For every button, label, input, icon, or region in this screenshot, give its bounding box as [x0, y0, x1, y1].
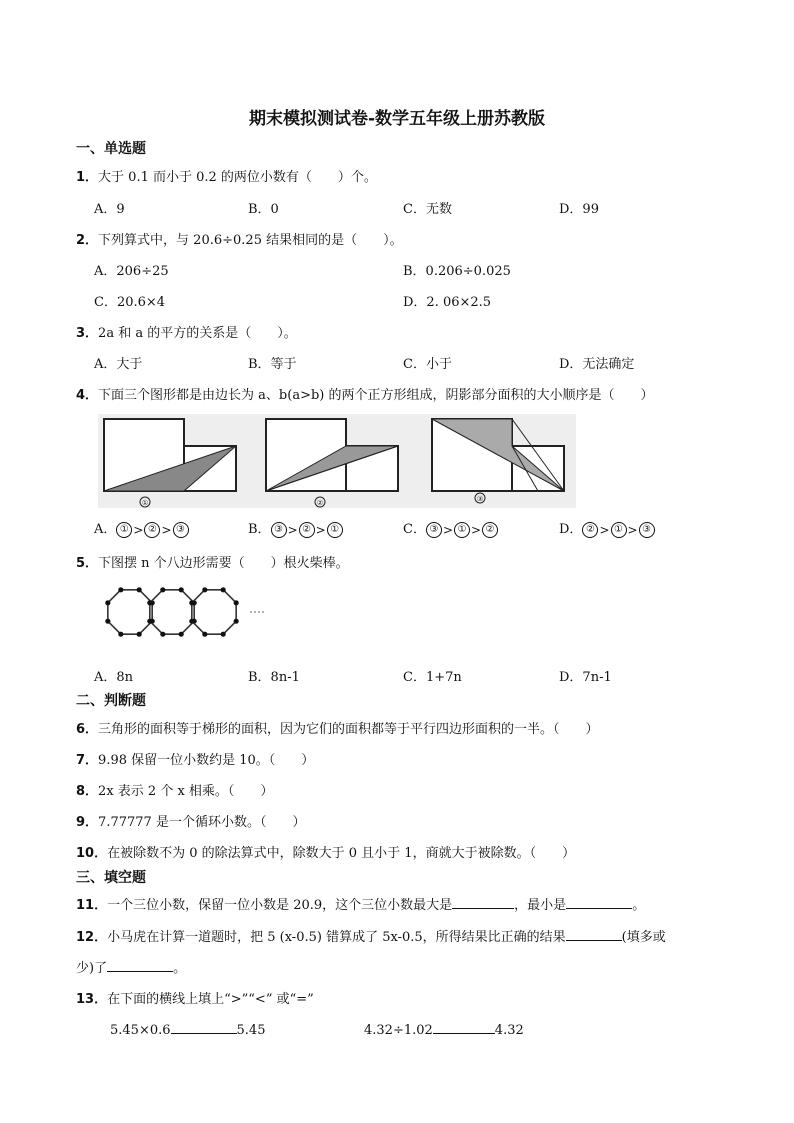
question-number: 5． — [76, 556, 99, 571]
question-11 — [76, 894, 645, 913]
question-5 — [76, 552, 349, 571]
matchstick-joint — [221, 632, 226, 637]
question-6 — [76, 718, 599, 737]
question-text: 一个三位小数，保留一位小数是 20.9，这个三位小数最大是 — [107, 898, 453, 913]
q3-option-c: C．小于 — [403, 357, 452, 372]
circled-number: ② — [299, 522, 315, 538]
octagon-3 — [192, 590, 236, 634]
question-text: 三角形的面积等于梯形的面积，因为它们的面积都等于平行四边形面积的一半。（ ） — [98, 722, 599, 737]
question-text: 下图摆 n 个八边形需要（ ）根火柴棒。 — [98, 556, 349, 571]
question-8 — [76, 780, 273, 799]
figure-label: ① — [141, 499, 149, 507]
question-7 — [76, 749, 314, 768]
circled-number: ② — [582, 522, 598, 538]
q2-option-a: A．206÷25 — [94, 264, 169, 279]
q1-option-c: C．无数 — [403, 202, 452, 217]
matchstick-joint — [160, 632, 165, 637]
question-text: ，最小是 — [514, 898, 567, 913]
matchstick-joint — [105, 619, 110, 624]
question-number: 3． — [76, 326, 99, 341]
greater-than: > — [627, 522, 638, 537]
page-title: 期末模拟测试卷-数学五年级上册苏教版 — [248, 109, 546, 129]
question-number: 1． — [76, 170, 99, 185]
question-number: 9． — [76, 815, 99, 830]
answer-blank[interactable] — [566, 896, 632, 909]
question-text: 小马虎在计算一道题时，把 5 (x-0.5) 错算成了 5x-0.5，所得结果比正确的结果 — [107, 930, 566, 945]
answer-blank[interactable] — [107, 959, 173, 972]
question-number: 12． — [76, 930, 108, 945]
figure-label: ③ — [476, 495, 484, 503]
q5-option-a: A．8n — [94, 670, 134, 685]
expression-right: 4.32 — [494, 1023, 524, 1038]
q13-expression-1 — [110, 1021, 265, 1038]
question-text: 在下面的横线上填上“>”“<” 或“=” — [107, 992, 314, 1007]
question-text: 2a 和 a 的平方的关系是（ ）。 — [98, 326, 297, 341]
matchstick-joint — [234, 619, 239, 624]
greater-than: > — [133, 522, 144, 537]
matchstick-joint — [118, 632, 123, 637]
question-12 — [76, 926, 666, 945]
greater-than: > — [315, 522, 326, 537]
q1-option-d: D．99 — [559, 202, 599, 217]
question-4 — [76, 384, 654, 403]
question-text: 7.77777 是一个循环小数。（ ） — [98, 815, 306, 830]
matchstick-joint — [147, 600, 152, 605]
q2-option-b: B．0.206÷0.025 — [403, 264, 511, 279]
circled-number: ③ — [639, 522, 655, 538]
circled-number: ① — [327, 522, 343, 538]
q5-option-b: B．8n-1 — [248, 670, 300, 685]
q4-option-a — [94, 518, 189, 538]
circled-number: ① — [454, 522, 470, 538]
matchstick-joint — [105, 600, 110, 605]
matchstick-joint — [202, 632, 207, 637]
question-number: 11． — [76, 898, 108, 913]
q4-option-c — [403, 518, 498, 538]
matchstick-joint — [147, 619, 152, 624]
matchstick-joint — [179, 587, 184, 592]
section-heading-single-choice: 一、单选题 — [76, 141, 146, 157]
greater-than: > — [599, 522, 610, 537]
q5-option-d: D．7n-1 — [559, 670, 612, 685]
question-text: 下列算式中，与 20.6÷0.25 结果相同的是（ ）。 — [98, 233, 403, 248]
squares-figure — [98, 414, 576, 508]
circled-number: ② — [144, 522, 160, 538]
q5-option-c: C．1+7n — [403, 670, 462, 685]
question-number: 6． — [76, 722, 99, 737]
greater-than: > — [287, 522, 298, 537]
q1-option-a: A．9 — [94, 202, 125, 217]
figure-label: ② — [316, 499, 324, 507]
question-3 — [76, 322, 297, 341]
q3-option-d: D．无法确定 — [559, 357, 635, 372]
question-13 — [76, 988, 314, 1007]
q2-option-c: C．20.6×4 — [94, 295, 166, 310]
circled-number: ③ — [271, 522, 287, 538]
matchstick-joint — [202, 587, 207, 592]
circled-number: ③ — [426, 522, 442, 538]
question-2 — [76, 229, 403, 248]
q3-option-a: A．大于 — [94, 357, 143, 372]
circled-number: ③ — [173, 522, 189, 538]
q1-option-b: B．0 — [248, 202, 279, 217]
question-text: 2x 表示 2 个 x 相乘。（ ） — [98, 784, 274, 799]
matchstick-joint — [234, 600, 239, 605]
q4-option-b — [248, 518, 343, 538]
circled-number: ① — [116, 522, 132, 538]
expression-right: 5.45 — [236, 1023, 266, 1038]
question-10 — [76, 842, 575, 861]
q4-option-d — [559, 518, 655, 538]
greater-than: > — [471, 522, 482, 537]
question-12-continued — [76, 957, 186, 976]
option-prefix: B． — [248, 522, 271, 537]
answer-blank[interactable] — [433, 1021, 495, 1034]
matchstick-joint — [221, 587, 226, 592]
section-heading-fill-in: 三、填空题 — [76, 870, 146, 886]
matchstick-joint — [189, 600, 194, 605]
expression-left: 5.45×0.6 — [110, 1023, 171, 1038]
octagon-matchstick-figure — [100, 584, 270, 640]
greater-than: > — [161, 522, 172, 537]
matchstick-joint — [179, 632, 184, 637]
matchstick-joint — [137, 587, 142, 592]
option-prefix: D． — [559, 522, 583, 537]
question-text: 。 — [173, 961, 187, 976]
option-prefix: C． — [403, 522, 426, 537]
octagon-1 — [108, 590, 152, 634]
matchstick-joint — [118, 587, 123, 592]
question-number: 4． — [76, 388, 99, 403]
section-heading-true-false: 二、判断题 — [76, 693, 146, 709]
question-9 — [76, 811, 305, 830]
greater-than: > — [442, 522, 454, 537]
question-text: (填多或 — [621, 930, 666, 945]
question-text: 9.98 保留一位小数约是 10。（ ） — [98, 753, 315, 768]
answer-blank[interactable] — [566, 928, 622, 941]
question-number: 7． — [76, 753, 99, 768]
expression-left: 4.32÷1.02 — [364, 1023, 433, 1038]
answer-blank[interactable] — [171, 1021, 237, 1034]
question-number: 13． — [76, 992, 108, 1007]
question-number: 10． — [76, 846, 108, 861]
question-text: 在被除数不为 0 的除法算式中，除数大于 0 且小于 1，商就大于被除数。（ ） — [107, 846, 576, 861]
q2-option-d: D．2. 06×2.5 — [403, 295, 492, 310]
question-text: 大于 0.1 而小于 0.2 的两位小数有（ ）个。 — [98, 170, 377, 185]
q3-option-b: B．等于 — [248, 357, 297, 372]
circled-number: ② — [482, 522, 498, 538]
question-text: 少)了 — [76, 961, 108, 976]
q13-expression-2 — [364, 1021, 524, 1038]
question-number: 2． — [76, 233, 99, 248]
question-number: 8． — [76, 784, 99, 799]
octagon-2 — [150, 590, 194, 634]
question-1 — [76, 166, 377, 185]
circled-number: ① — [611, 522, 627, 538]
question-text: 。 — [632, 898, 646, 913]
answer-blank[interactable] — [452, 896, 514, 909]
option-prefix: A． — [94, 522, 117, 537]
question-text: 下面三个图形都是由边长为 a、b(a>b) 的两个正方形组成，阴影部分面积的大小顺序是（ ） — [98, 388, 654, 403]
matchstick-joint — [189, 619, 194, 624]
matchstick-joint — [160, 587, 165, 592]
matchstick-joint — [137, 632, 142, 637]
